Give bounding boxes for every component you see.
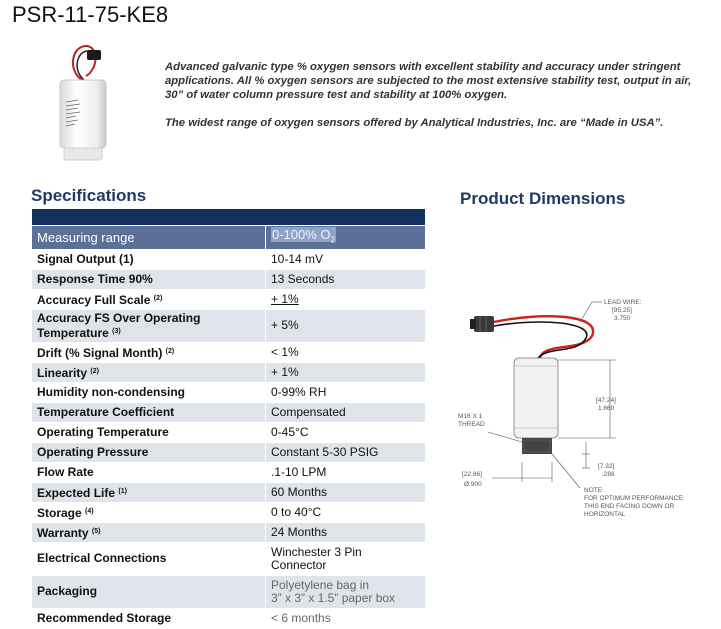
spec-value: .1-10 LPM [266, 462, 426, 482]
footnote: (1) [118, 487, 127, 495]
dimension-label: [95.25] [612, 307, 632, 314]
spec-value [266, 542, 426, 575]
connector-icon [470, 316, 494, 332]
table-row [32, 269, 426, 289]
spec-label-text: Expected Life [37, 485, 116, 500]
product-photo [42, 40, 122, 164]
product-description [165, 60, 695, 144]
spec-label [32, 522, 266, 542]
table-row [32, 608, 426, 628]
spec-label: Humidity non-condensing [32, 382, 266, 402]
dimension-label: Ø.900 [464, 481, 482, 488]
table-row [32, 226, 426, 250]
note-label: HORIZONTAL [584, 511, 626, 518]
footnote: (2) [153, 294, 163, 302]
spec-value: < 6 months [266, 608, 426, 628]
spec-label: Operating Temperature [32, 422, 266, 442]
spec-value: 0-99% RH [266, 382, 426, 402]
table-row [32, 575, 426, 608]
spec-label [32, 362, 266, 382]
spec-value-line: Winchester 3 Pin [271, 544, 362, 559]
table-row [32, 342, 426, 362]
spec-label [32, 309, 266, 342]
subscript: 2 [330, 235, 335, 245]
spec-value: 13 Seconds [266, 269, 426, 289]
dimension-label: [22.86] [462, 471, 482, 478]
spec-label-text: Accuracy FS Over Operating Temperature [37, 310, 201, 340]
spec-label: Response Time 90% [32, 269, 266, 289]
spec-value: 0 to 40°C [266, 502, 426, 522]
dimension-label: LEAD WIRE: [604, 299, 642, 306]
specifications-table [31, 208, 426, 629]
spec-label: Recommended Storage [32, 608, 266, 628]
footnote: (4) [85, 507, 94, 515]
table-row [32, 462, 426, 482]
measuring-range-value: 0-100% O [272, 227, 331, 242]
table-row [32, 542, 426, 575]
dimension-drawing [452, 292, 708, 524]
page-title: PSR-11-75-KE8 [12, 2, 169, 27]
table-row [32, 482, 426, 502]
spec-value [266, 289, 426, 309]
spec-value: < 1% [266, 342, 426, 362]
table-header-bar [32, 209, 426, 226]
dimension-label: THREAD [458, 421, 485, 428]
table-row [32, 502, 426, 522]
dimension-label: [47.24] [596, 397, 616, 404]
spec-label: Flow Rate [32, 462, 266, 482]
spec-value: + 1% [266, 362, 426, 382]
footnote: (5) [91, 527, 101, 535]
dimension-label: M16 X 1 [458, 413, 483, 420]
spec-label [32, 289, 266, 309]
spec-label-text: Storage [37, 505, 82, 520]
spec-label: Packaging [32, 575, 266, 608]
spec-value: 0-45°C [266, 422, 426, 442]
note-label: NOTE: [584, 487, 604, 494]
spec-label: Temperature Coefficient [32, 402, 266, 422]
table-row [32, 402, 426, 422]
spec-value-line: Polyetylene bag in [271, 577, 370, 592]
spec-value [266, 226, 426, 250]
footnote: (2) [90, 367, 99, 375]
spec-value: 24 Months [266, 522, 426, 542]
spec-label [32, 502, 266, 522]
table-row [32, 309, 426, 342]
spec-value: + 5% [266, 309, 426, 342]
spec-label-text: Accuracy Full Scale [37, 292, 151, 307]
footnote: (2) [165, 347, 175, 355]
dimensions-heading: Product Dimensions [460, 189, 626, 208]
spec-label: Signal Output (1) [32, 249, 266, 269]
spec-value: Compensated [266, 402, 426, 422]
dimension-label: .288 [602, 471, 615, 478]
spec-label [32, 342, 266, 362]
spec-label: Electrical Connections [32, 542, 266, 575]
spec-value-line: 3” x 3” x 1.5” paper box [271, 590, 396, 605]
spec-label: Measuring range [32, 226, 266, 250]
table-row [32, 362, 426, 382]
table-row [32, 522, 426, 542]
note-label: THIS END FACING DOWN OR [584, 503, 675, 510]
table-row [32, 382, 426, 402]
spec-value: 10-14 mV [266, 249, 426, 269]
description-paragraph: The widest range of oxygen sensors offered by Analytical Industries, Inc. are “Made in USA”. [165, 117, 664, 129]
dimension-label: 3.750 [614, 315, 631, 322]
dimension-label: 1.860 [598, 405, 615, 412]
dimension-label: [7.32] [598, 463, 615, 470]
spec-value: Constant 5-30 PSIG [266, 442, 426, 462]
spec-value-text: + 1% [271, 291, 299, 306]
footnote: (3) [112, 327, 121, 335]
spec-value: 60 Months [266, 482, 426, 502]
table-row [32, 442, 426, 462]
table-row [32, 249, 426, 269]
spec-label-text: Warranty [37, 525, 89, 540]
specifications-heading: Specifications [31, 186, 147, 205]
table-row [32, 422, 426, 442]
spec-label: Operating Pressure [32, 442, 266, 462]
spec-label [32, 482, 266, 502]
spec-value-line: Connector [271, 557, 327, 572]
description-paragraph: Advanced galvanic type % oxygen sensors with excellent stability and accuracy under stringent applications. All % oxygen sensors are subjected to the most extensive stability test, output in air, 30” of water column pressure test and stability at 100% oxygen. [165, 61, 692, 101]
spec-value [266, 575, 426, 608]
spec-label-text: Drift (% Signal Month) [37, 345, 163, 360]
spec-label-text: Linearity [37, 365, 88, 380]
table-row [32, 289, 426, 309]
note-label: FOR OPTIMUM PERFORMANCE: [584, 495, 685, 502]
